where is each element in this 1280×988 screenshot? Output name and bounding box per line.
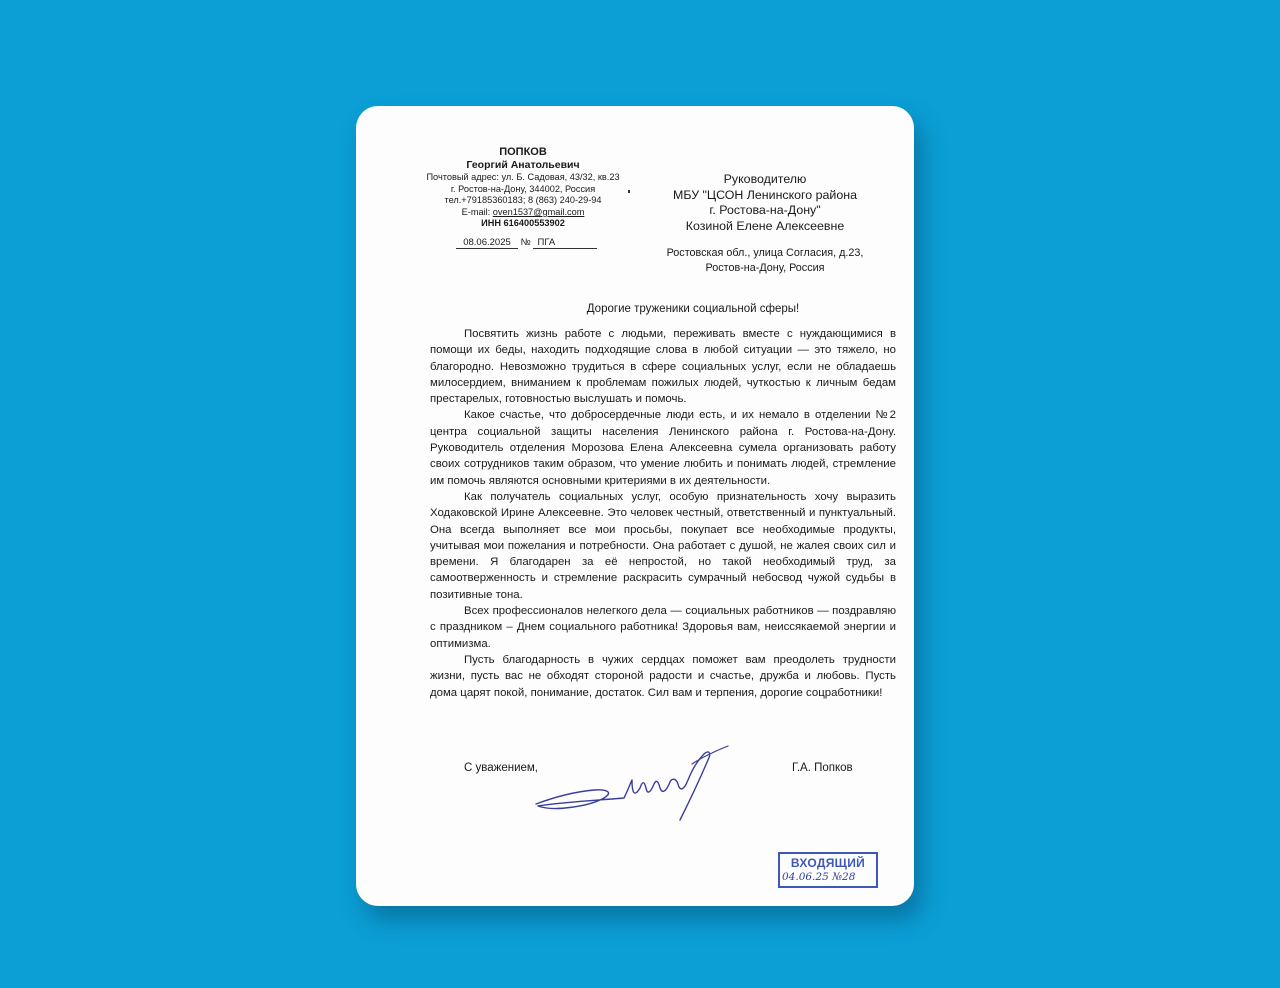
recipient-line3: г. Ростова-на-Дону" [709,203,821,217]
incoming-stamp [778,852,878,888]
letter-page [356,106,914,906]
recipient-address-line2: Ростов-на-Дону, Россия [705,262,825,274]
body-paragraph: Какое счастье, что добросердечные люди есть, и их немало в отделении №2 центра социальной защиты населения Ленинского района г. Ростова-на-Дону. Руководитель отделения Морозова Елена Алексеевна сумела организовать работу своих сотрудников таким образом, что умение любить и понимать людей, стремление им помочь являются основными критериями в их деятельности. [430,409,896,487]
sender-given-names: Георгий Анатольевич [466,159,580,171]
body-paragraph: Всех профессионалов нелегкого дела — социальных работников — поздравляю с праздником – Днем социального работника! Здоровья вам, неиссякаемой энергии и оптимизма. [430,605,896,650]
sender-email-label: E-mail: [461,206,491,217]
sender-address-line2: г. Ростов-на-Дону, 344002, Россия [450,183,596,194]
letter-body [430,326,896,701]
body-paragraph: Посвятить жизнь работе с людьми, переживать вместе с нуждающимися в помощи их беды, находить подходящие слова в любой ситуации — это тяжело, но благородно. Невозможно трудиться в сфере социальных услуг, если не обладаешь милосердием, вниманием к проблемам пожилых людей, чуткостью к личным бедам престарелых, готовностью выслушать и помочь. [430,328,896,406]
recipient-line4: Козиной Елене Алексеевне [685,218,845,233]
sender-email-link[interactable]: oven1537@gmail.com [492,206,585,217]
closing-phrase: С уважением, [464,762,538,774]
registration-number: ПГА [533,237,597,249]
registration-line [456,237,597,249]
recipient-block [651,172,879,234]
sender-block [418,146,628,230]
stamp-title: ВХОДЯЩИЙ [790,856,866,870]
body-paragraph: Как получатель социальных услуг, особую признательность хочу выразить Ходаковской Ирине Алексеевне. Это человек честный, ответственный и пунктуальный. Она всегда выполняет все мои просьбы, покупает все необходимые продукты, учитывая мои пожелания и потребности. Она работает с душой, не жалея своих сил и времени. Я благодарен за её непростой, но такой необходимый труд, за самоотверженность и стремление раскрасить сумрачный небосвод чужой судьбы в позитивные тона. [430,490,896,601]
sender-surname: ПОПКОВ [499,146,547,158]
registration-number-sign: № [520,237,531,248]
signature-image [532,740,737,824]
recipient-address [651,246,879,276]
ink-dot [628,190,630,193]
sender-address-line1: Почтовый адрес: ул. Б. Садовая, 43/32, кв.23 [426,172,620,182]
recipient-address-line1: Ростовская обл., улица Согласия, д.23, [666,247,864,259]
signer-name: Г.А. Попков [792,762,853,774]
body-paragraph: Пусть благодарность в чужих сердцах поможет вам преодолеть трудности жизни, пусть вас не обходят стороной радости и счастье, дружба и любовь. Пусть дома царят покой, понимание, достаток. Сил вам и терпения, дорогие соцработники! [430,653,896,699]
recipient-line2: МБУ "ЦСОН Ленинского района [673,187,857,202]
sender-email-row [418,207,628,219]
recipient-line1: Руководителю [723,172,807,186]
sender-phones: тел.+79185360183; 8 (863) 240-29-94 [444,195,602,206]
letter-greeting: Дорогие труженики социальной сферы! [586,303,800,315]
registration-date: 08.06.2025 [456,237,518,249]
stamp-handwritten-entry: 04.06.25 №28 [782,871,856,883]
sender-inn: ИНН 616400553902 [481,218,565,229]
